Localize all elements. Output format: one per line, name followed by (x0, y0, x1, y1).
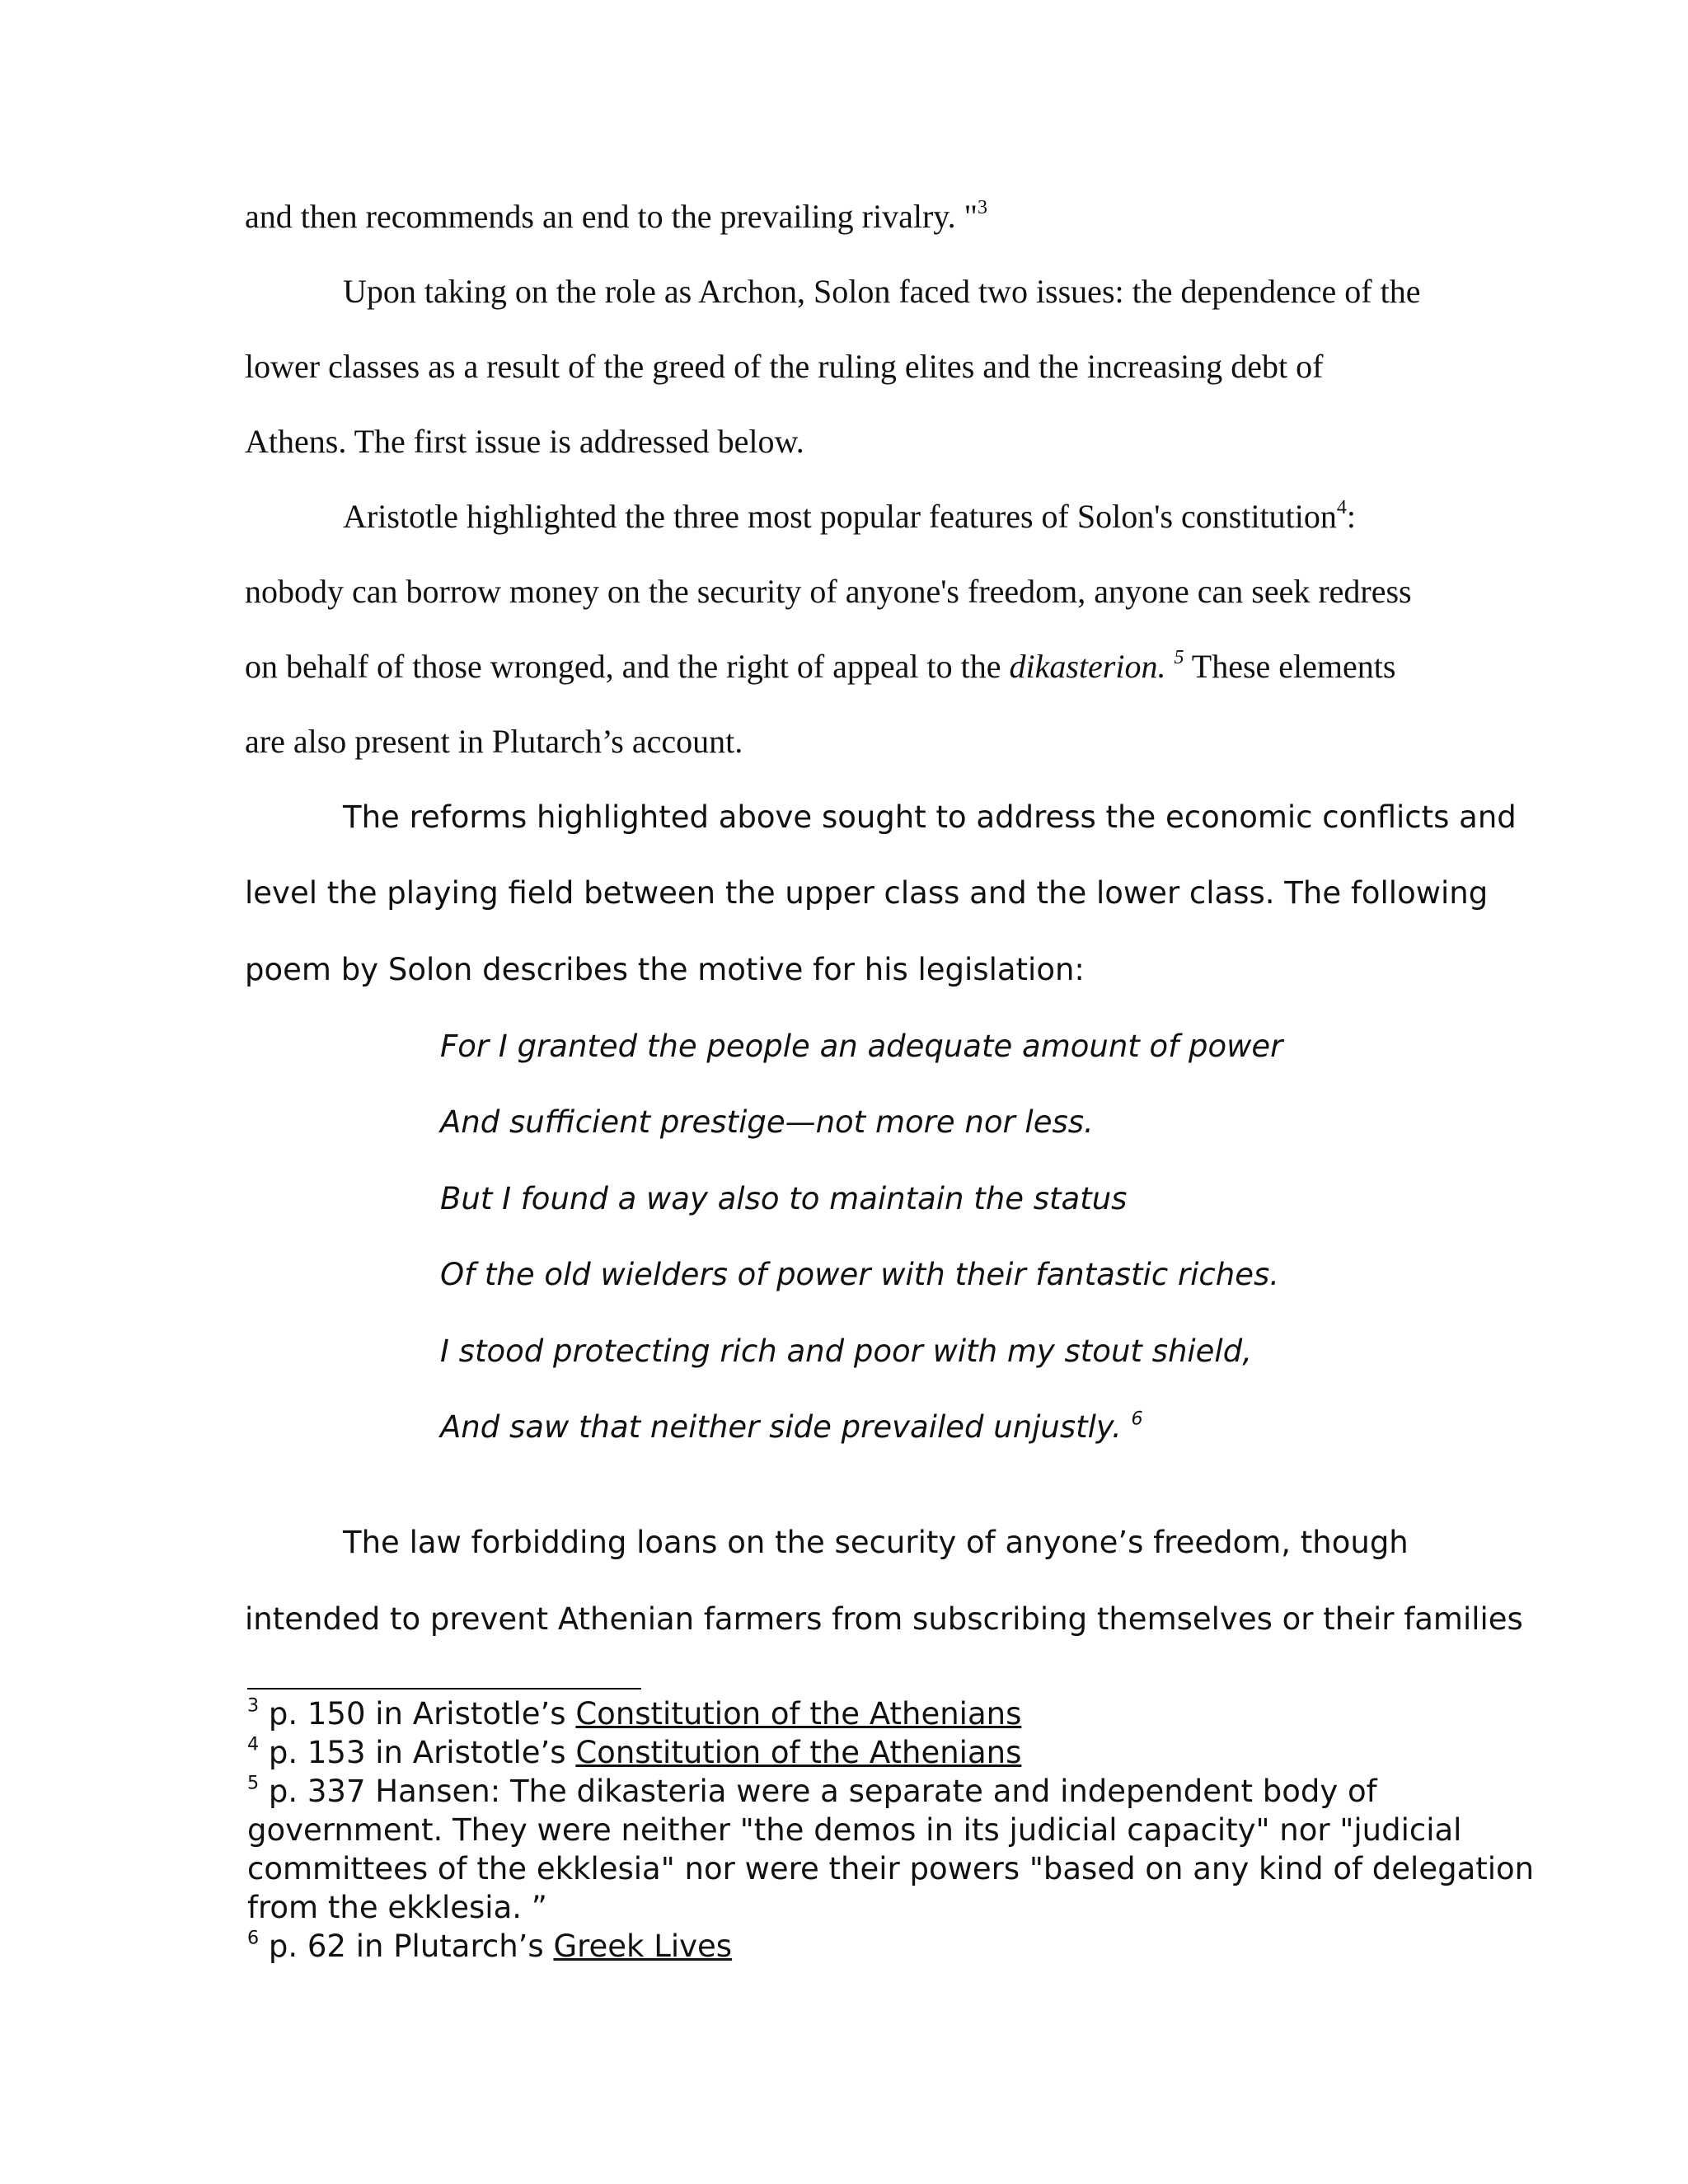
body-text: on behalf of those wronged, and the right of appeal to the (245, 648, 1010, 685)
footnote-ref-5[interactable]: 5 (1174, 647, 1184, 669)
paragraph-3-line-3: poem by Solon describes the motive for his legislation: (245, 952, 1085, 987)
poem-line-2: And sufficient prestige—not more nor less. (440, 1104, 1094, 1140)
footnote-5-line-2: government. They were neither "the demos in its judicial capacity" nor "judicial (247, 1812, 1462, 1848)
footnote-5 (247, 1772, 1535, 1927)
footnote-separator (247, 1688, 641, 1690)
body-line-continuation (245, 197, 988, 235)
paragraph-4-line-1: The law forbidding loans on the security of anyone’s freedom, though (343, 1525, 1409, 1560)
paragraph-2-line-3 (245, 647, 1396, 685)
poem-text: And saw that neither side prevailed unjustly. (440, 1409, 1122, 1445)
footnote-mark: 4 (247, 1733, 260, 1755)
footnote-5-line-1 (247, 1772, 1451, 1811)
term-dikasterion: dikasterion. (1009, 648, 1166, 685)
paragraph-4-line-2: intended to prevent Athenian farmers from subscribing themselves or their families (245, 1601, 1523, 1637)
poem-line-6 (440, 1408, 1143, 1445)
footnote-text: p. 150 in Aristotle’s (259, 1696, 576, 1732)
footnote-source-title: Greek Lives (553, 1929, 733, 1964)
footnote-ref-4[interactable]: 4 (1336, 497, 1347, 519)
paragraph-1-line-1: Upon taking on the role as Archon, Solon faced two issues: the dependence of the (343, 273, 1421, 310)
poem-line-5: I stood protecting rich and poor with my stout shield, (440, 1333, 1252, 1369)
footnote-6 (247, 1927, 1451, 1966)
body-text: These elements (1184, 648, 1396, 685)
footnote-5-line-4: from the ekklesia. ” (247, 1890, 547, 1925)
footnote-text: p. 153 in Aristotle’s (259, 1735, 576, 1770)
footnote-ref-6[interactable]: 6 (1131, 1408, 1143, 1430)
footnote-ref-3[interactable]: 3 (978, 197, 988, 219)
paragraph-1-line-2: lower classes as a result of the greed of the ruling elites and the increasing debt of (245, 348, 1324, 385)
footnote-text: p. 62 in Plutarch’s (259, 1929, 554, 1964)
footnote-mark: 6 (247, 1927, 260, 1949)
paragraph-2-line-1 (343, 497, 1357, 535)
paragraph-3-line-2: level the playing field between the upper class and the lower class. The following (245, 875, 1489, 911)
body-text: and then recommends an end to the prevailing rivalry. " (245, 198, 978, 235)
footnote-3 (247, 1694, 1451, 1733)
footnote-5-line-3: committees of the ekklesia" nor were their powers "based on any kind of delegation (247, 1851, 1535, 1886)
body-text: Aristotle highlighted the three most popular features of Solon's constitution (343, 498, 1337, 535)
paragraph-3-line-1: The reforms highlighted above sought to address the economic conflicts and (343, 799, 1517, 835)
poem-line-3: But I found a way also to maintain the status (440, 1181, 1128, 1216)
footnote-mark: 3 (247, 1694, 260, 1717)
poem-line-1: For I granted the people an adequate amount of power (440, 1029, 1283, 1064)
footnote-source-title: Constitution of the Athenians (575, 1696, 1022, 1732)
footnote-mark: 5 (247, 1772, 260, 1794)
footnote-4 (247, 1733, 1451, 1772)
paragraph-2-line-2: nobody can borrow money on the security of anyone's freedom, anyone can seek redress (245, 573, 1412, 610)
paragraph-1-line-3: Athens. The first issue is addressed below. (245, 423, 804, 460)
footnote-source-title: Constitution of the Athenians (575, 1735, 1022, 1770)
body-text: : (1346, 498, 1357, 535)
poem-line-4: Of the old wielders of power with their fantastic riches. (440, 1257, 1280, 1292)
paragraph-2-line-4: are also present in Plutarch’s account. (245, 723, 743, 760)
footnote-text: p. 337 Hansen: The dikasteria were a separate and independent body of (259, 1774, 1377, 1809)
